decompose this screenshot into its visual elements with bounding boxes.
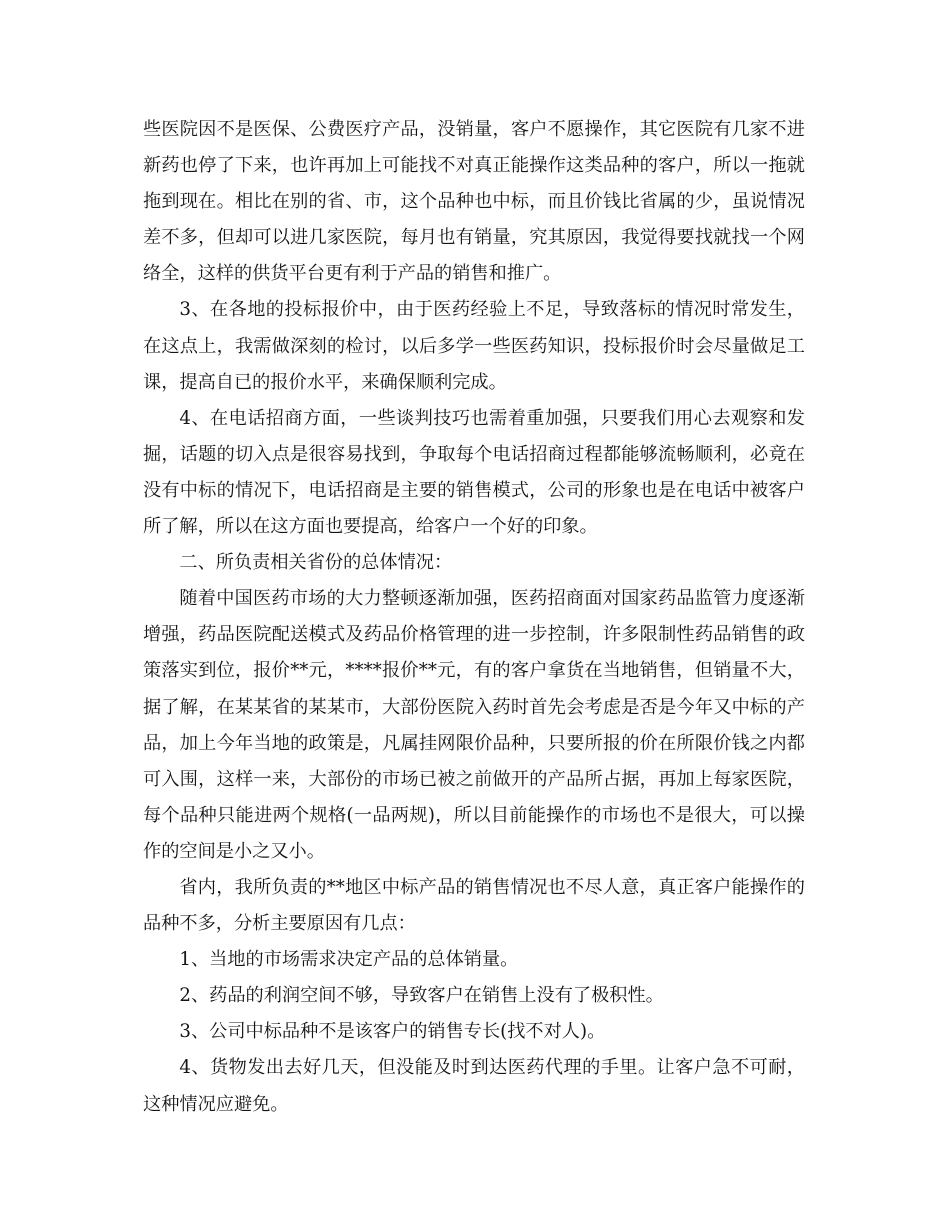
list-item-reason-4: 4、货物发出去好几天，但没能及时到达医药代理的手里。让客户急不可耐，这种情况应避免。 [143, 1057, 805, 1115]
document-body [143, 112, 805, 1123]
list-item-reason-2: 2、药品的利润空间不够，导致客户在销售上没有了极积性。 [179, 985, 664, 1007]
paragraph-market-overview: 随着中国医药市场的大力整顿逐渐加强，医药招商面对国家药品监管力度逐渐增强，药品医院配送模式及药品价格管理的进一步控制，许多限制性药品销售的政策落实到位，报价**元，****报价**元，有的客户拿货在当地销售，但销量不大，据了解，在某某省的某某市，大部份医院入药时首先会考虑是否是今年又中标的产品，加上今年当地的政策是，凡属挂网限价品种，只要所报的价在所限价钱之内都可入围，这样一来，大部份的市场已被之前做开的产品所占据，再加上每家医院，每个品种只能进两个规格(一品两规)，所以目前能操作的市场也不是很大，可以操作的空间是小之又小。 [143, 588, 805, 862]
section-heading-province-overview: 二、所负责相关省份的总体情况： [179, 552, 453, 574]
list-item-reason-3: 3、公司中标品种不是该客户的销售专长(找不对人)。 [179, 1021, 606, 1043]
paragraph-point-3-bidding: 3、在各地的投标报价中，由于医药经验上不足，导致落标的情况时常发生，在这点上，我需做深刻的检讨，以后多学一些医药知识，投标报价时会尽量做足工课，提高自已的报价水平，来确保顺利完成。 [143, 299, 805, 393]
list-item-reason-1: 1、当地的市场需求决定产品的总体销量。 [179, 949, 519, 971]
paragraph-regional-sales: 省内，我所负责的**地区中标产品的销售情况也不尽人意，真正客户能操作的品种不多，分析主要原因有几点： [143, 876, 805, 935]
paragraph-point-4-phone-sales: 4、在电话招商方面，一些谈判技巧也需着重加强，只要我们用心去观察和发掘，话题的切入点是很容易找到，争取每个电话招商过程都能够流畅顺利，必竟在没有中标的情况下，电话招商是主要的销售模式，公司的形象也是在电话中被客户所了解，所以在这方面也要提高，给客户一个好的印象。 [143, 407, 805, 538]
paragraph-continuation: 些医院因不是医保、公费医疗产品，没销量，客户不愿操作，其它医院有几家不进新药也停了下来，也许再加上可能找不对真正能操作这类品种的客户，所以一拖就拖到现在。相比在别的省、市，这个品种也中标，而且价钱比省属的少，虽说情况差不多，但却可以进几家医院，每月也有销量，究其原因，我觉得要找就找一个网络全，这样的供货平台更有利于产品的销售和推广。 [143, 119, 805, 285]
